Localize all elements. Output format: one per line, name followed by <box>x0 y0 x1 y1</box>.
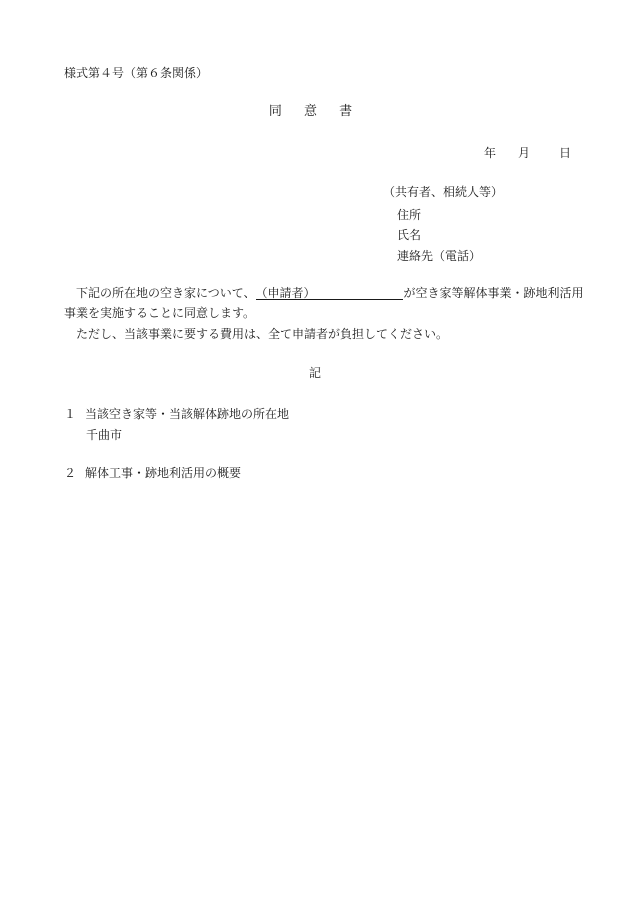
item-location-value: 千曲市 <box>86 428 123 442</box>
item-overview <box>64 467 241 479</box>
ki-heading: 記 <box>308 366 321 380</box>
date-day-label: 日 <box>559 146 572 160</box>
signatory-address-label: 住所 <box>397 208 422 222</box>
signatory-role: （共有者、相続人等） <box>383 185 504 199</box>
date-month-label: 月 <box>518 146 531 160</box>
consent-text-end: が空き家等解体事業・跡地利活用 <box>403 286 584 300</box>
signatory-contact-label: 連絡先（電話） <box>397 249 482 263</box>
consent-paragraph <box>76 287 584 300</box>
item-label: 解体工事・跡地利活用の概要 <box>85 466 242 480</box>
applicant-blank <box>256 287 403 300</box>
document-title: 同 意 書 <box>268 104 362 119</box>
consent-paragraph-continued: 事業を実施することに同意します。 <box>64 306 256 320</box>
signatory-name-label: 氏名 <box>397 228 422 242</box>
cost-paragraph: ただし、当該事業に要する費用は、全て申請者が負担してください。 <box>76 327 449 341</box>
item-number: ２ <box>64 466 77 480</box>
item-label: 当該空き家等・当該解体跡地の所在地 <box>85 407 290 421</box>
applicant-label: （申請者） <box>255 286 316 300</box>
date-line <box>484 147 571 159</box>
item-location <box>64 408 289 420</box>
date-year-label: 年 <box>484 146 497 160</box>
item-number: １ <box>64 407 77 421</box>
consent-text-start: 下記の所在地の空き家について、 <box>76 286 256 300</box>
form-number: 様式第４号（第６条関係） <box>64 66 209 80</box>
